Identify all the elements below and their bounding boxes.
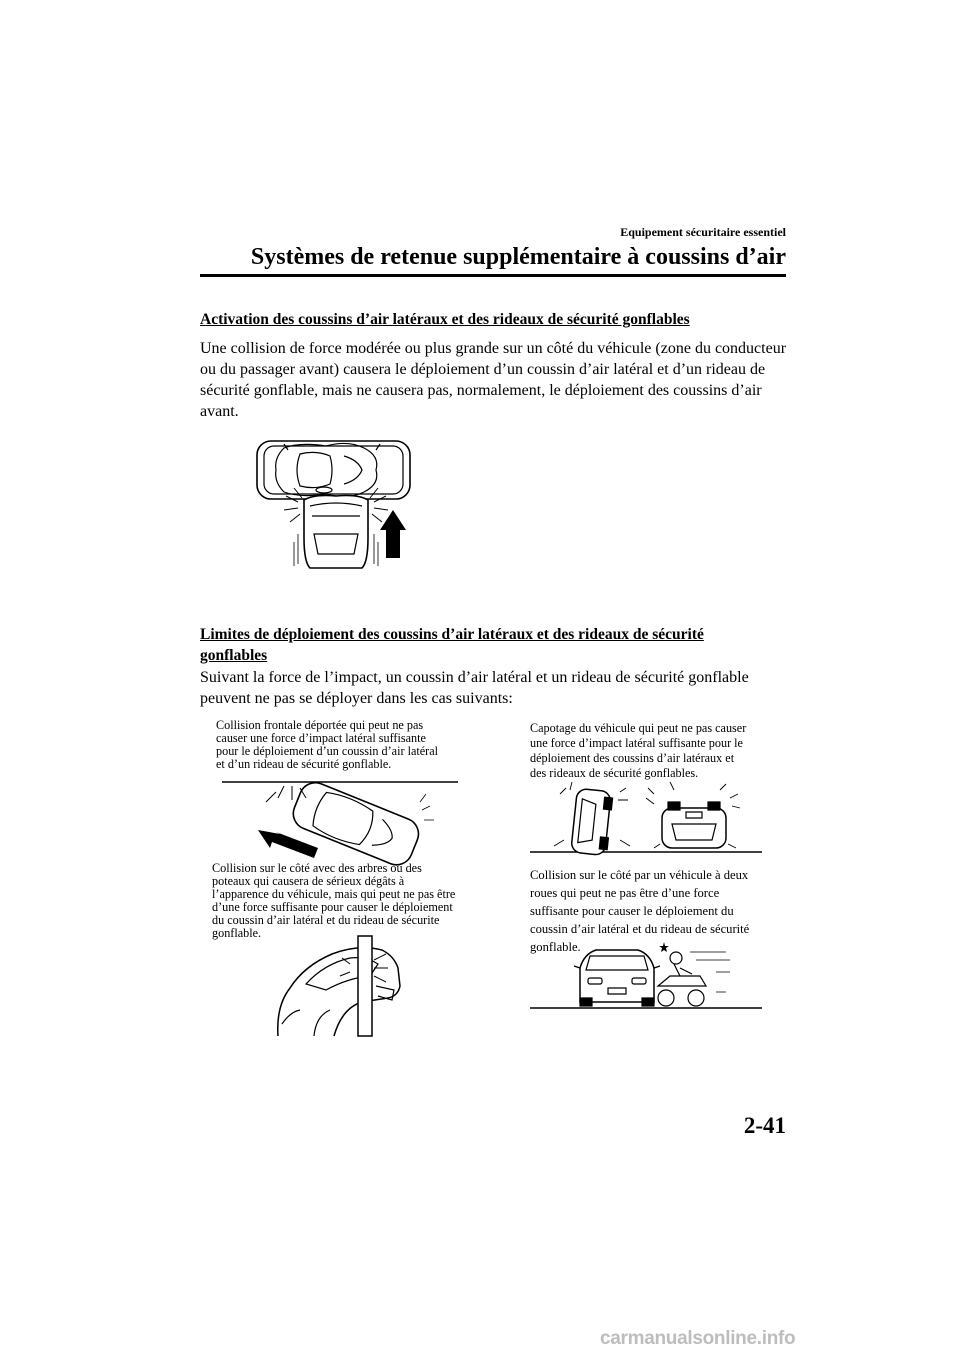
caption-line: Capotage du véhicule qui peut ne pas causer [530,721,747,735]
section-label: Equipement sécuritaire essentiel [620,225,786,239]
paragraph-line: ou du passager avant) causera le déploiement d’un coussin d’air latéral et d’un rideau de [200,361,766,378]
caption-pole [212,862,455,940]
page-number: 2-41 [743,1113,786,1138]
caption-line: gonflable. [530,940,581,954]
caption-line: d’une force suffisante pour causer le déploiement [212,900,453,914]
header-rule [200,274,786,277]
caption-line: causer une force d’impact latéral suffisante [216,731,426,745]
page-title: Systèmes de retenue supplémentaire à coussins d’air [250,244,786,270]
rollover-illustration [530,780,764,854]
paragraph-line: sécurité gonflable, mais ne causera pas, normalement, le déploiement des coussins d’air [200,382,762,399]
caption-line: Collision frontale déportée qui peut ne pas [216,718,424,732]
limits-heading [200,624,704,666]
caption-line: pour le déploiement d’un coussin d’air latéral [216,744,439,758]
caption-line: une force d’impact latéral suffisante pour le [530,736,743,750]
caption-line: coussin d’air latéral et du rideau de sécurité [530,922,750,936]
motorcycle-illustration [530,942,764,1012]
caption-line: suffisante pour causer le déploiement du [530,904,734,918]
frontal-offset-illustration [222,780,458,860]
caption-frontal-offset [216,719,438,771]
caption-line: gonflable. [212,926,262,940]
paragraph-line: peuvent ne pas se déployer dans les cas suivants: [200,690,513,707]
caption-line: l’apparence du véhicule, mais qui peut ne pas être [212,887,456,901]
caption-line: des rideaux de sécurité gonflables. [530,766,699,780]
heading-line: Limites de déploiement des coussins d’air latéraux et des rideaux de sécurité [200,626,704,643]
paragraph-line: avant. [200,403,239,420]
side-impact-illustration [254,438,414,570]
activation-heading: Activation des coussins d’air latéraux et des rideaux de sécurité gonflables [200,311,690,328]
pole-illustration [270,936,420,1036]
caption-line: Collision sur le côté avec des arbres ou des [212,861,422,875]
caption-line: du coussin d’air latéral et du rideau de sécurite [212,913,440,927]
caption-rollover [530,721,746,781]
caption-line: déploiement des coussins d’air latéraux et [530,751,735,765]
caption-line: roues qui peut ne pas être d’une force [530,886,720,900]
caption-line: Collision sur le côté par un véhicule à deux [530,868,749,882]
caption-line: et d’un rideau de sécurité gonflable. [216,757,392,771]
activation-paragraph [200,338,786,422]
paragraph-line: Suivant la force de l’impact, un coussin d’air latéral et un rideau de sécurité gonflable [200,669,749,686]
paragraph-line: Une collision de force modérée ou plus grande sur un côté du véhicule (zone du conducteur [200,340,787,357]
watermark: carmanualsonline.info [600,1328,796,1349]
caption-line: poteaux qui causera de sérieux dégâts à [212,874,405,888]
heading-line: gonflables [200,647,268,664]
limits-paragraph [200,667,749,709]
